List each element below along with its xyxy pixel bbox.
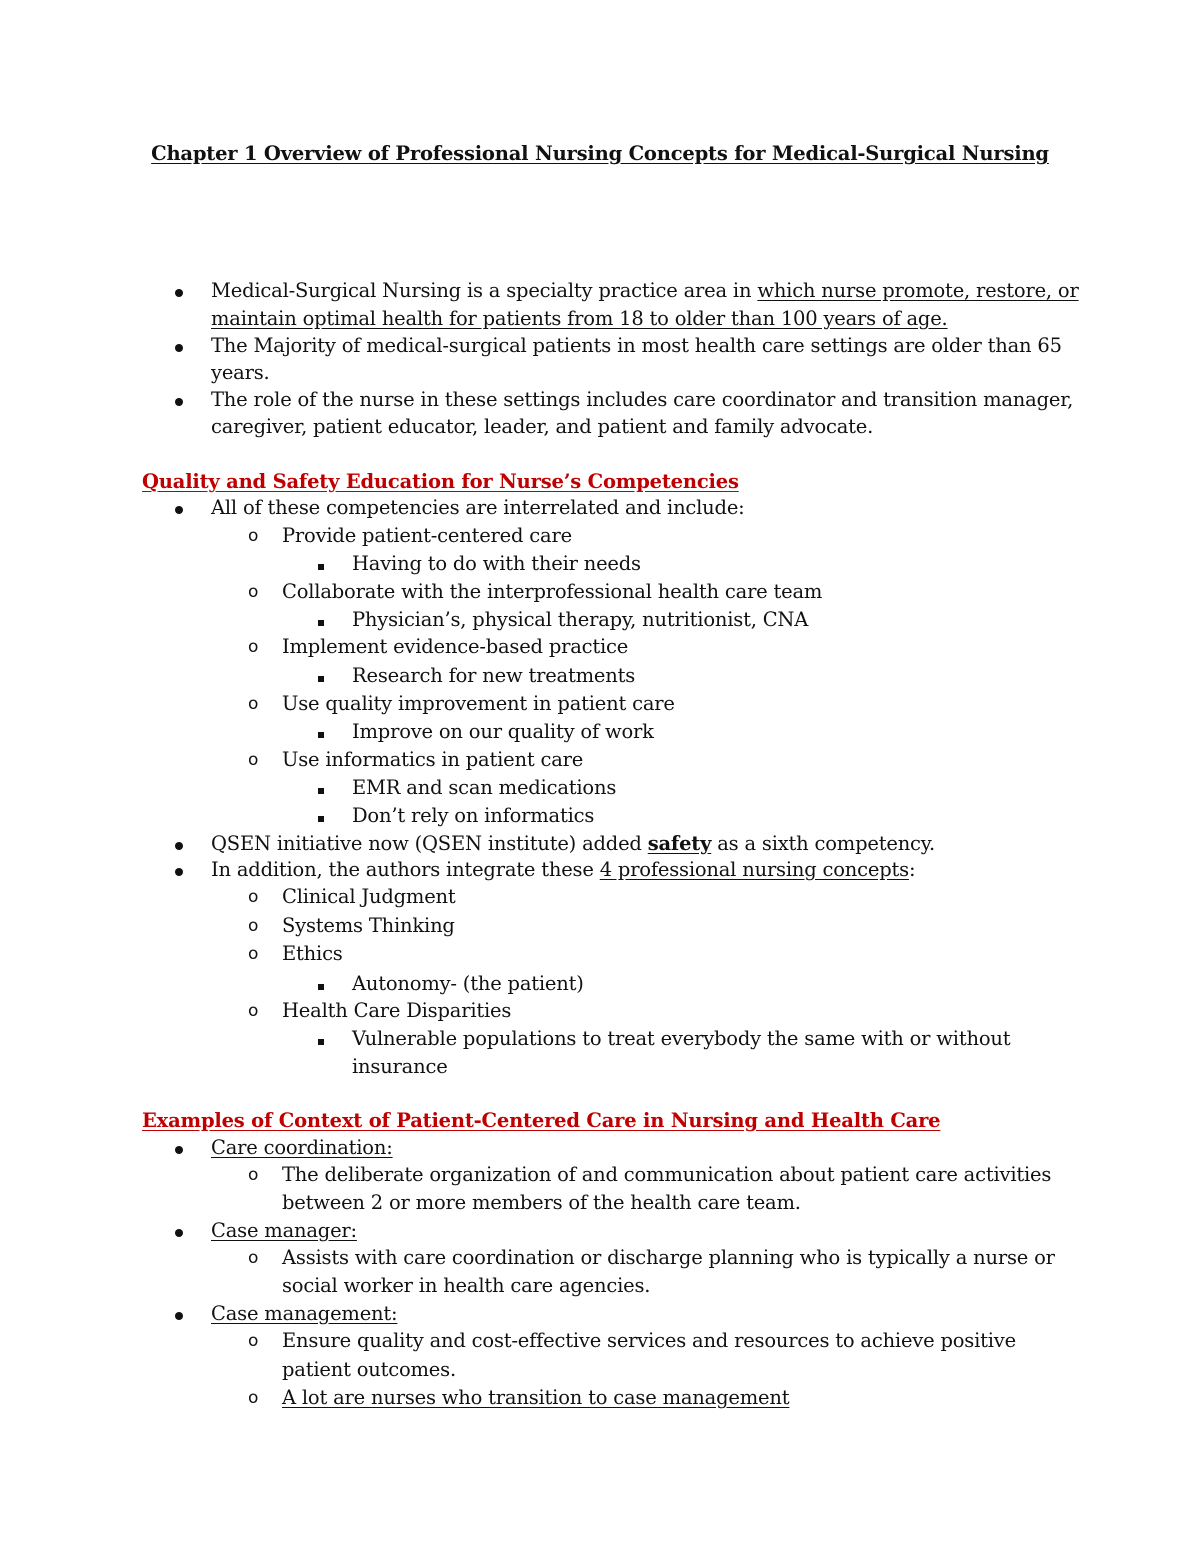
competency-5-detail-1: EMR and scan medications xyxy=(352,776,617,799)
concept-3: Ethics xyxy=(282,942,343,965)
concept-3-detail: Autonomy- (the patient) xyxy=(352,972,584,995)
competency-2: Collaborate with the interprofessional health care team xyxy=(282,580,823,603)
intro-bullet-1-line-2: maintain optimal health for patients from 18 to older than 100 years of age. xyxy=(211,307,948,330)
intro-bullet-1-line-1: Medical-Surgical Nursing is a specialty practice area in which nurse promote, restore, or xyxy=(211,279,1079,302)
qsen-safety-line: QSEN initiative now (QSEN institute) added safety as a sixth competency. xyxy=(211,832,935,855)
bullet-marker xyxy=(175,386,183,414)
example-3-detail-2: A lot are nurses who transition to case management xyxy=(282,1386,790,1409)
example-3-detail-line-2: patient outcomes. xyxy=(282,1358,456,1381)
square-marker xyxy=(318,718,324,746)
competency-1-detail: Having to do with their needs xyxy=(352,552,641,575)
concept-2: Systems Thinking xyxy=(282,914,455,937)
example-1: Care coordination: xyxy=(211,1136,393,1159)
competency-4: Use quality improvement in patient care xyxy=(282,692,675,715)
circle-marker: o xyxy=(248,1388,259,1408)
circle-marker: o xyxy=(248,916,259,936)
example-3-detail-line-1: Ensure quality and cost-effective services and resources to achieve positive xyxy=(282,1329,1016,1352)
intro-bullet-3-line-2: caregiver, patient educator, leader, and patient and family advocate. xyxy=(211,415,874,438)
concept-4-detail-line-1: Vulnerable populations to treat everybody the same with or without xyxy=(352,1027,1011,1050)
competency-3: Implement evidence-based practice xyxy=(282,635,629,658)
circle-marker: o xyxy=(248,750,259,770)
circle-marker: o xyxy=(248,1165,259,1185)
competency-5-detail-2: Don’t rely on informatics xyxy=(352,804,595,827)
section-heading-examples: Examples of Context of Patient-Centered Care in Nursing and Health Care xyxy=(142,1109,941,1132)
square-marker xyxy=(318,970,324,998)
example-2-detail-line-2: social worker in health care agencies. xyxy=(282,1274,651,1297)
intro-bullet-3-line-1: The role of the nurse in these settings includes care coordinator and transition manager, xyxy=(211,388,1074,411)
square-marker xyxy=(318,802,324,830)
bullet-marker xyxy=(175,856,183,884)
intro-bullet-2-line-2: years. xyxy=(211,361,270,384)
circle-marker: o xyxy=(248,1001,259,1021)
bullet-marker xyxy=(175,1217,183,1245)
competency-2-detail: Physician’s, physical therapy, nutritionist, CNA xyxy=(352,608,809,631)
concept-4-detail-line-2: insurance xyxy=(352,1055,448,1078)
square-marker xyxy=(318,662,324,690)
square-marker xyxy=(318,1025,324,1053)
example-2-detail-line-1: Assists with care coordination or discharge planning who is typically a nurse or xyxy=(282,1246,1055,1269)
circle-marker: o xyxy=(248,694,259,714)
square-marker xyxy=(318,606,324,634)
page-title: Chapter 1 Overview of Professional Nursing Concepts for Medical-Surgical Nursing xyxy=(151,142,1049,165)
bullet-marker xyxy=(175,332,183,360)
qsen-lead: All of these competencies are interrelated and include: xyxy=(211,496,745,519)
competency-4-detail: Improve on our quality of work xyxy=(352,720,654,743)
circle-marker: o xyxy=(248,526,259,546)
circle-marker: o xyxy=(248,637,259,657)
example-1-detail-line-2: between 2 or more members of the health care team. xyxy=(282,1191,801,1214)
qsen-concepts-line: In addition, the authors integrate these 4 professional nursing concepts: xyxy=(211,858,916,881)
circle-marker: o xyxy=(248,582,259,602)
concept-4: Health Care Disparities xyxy=(282,999,512,1022)
section-heading-qsen: Quality and Safety Education for Nurse’s Competencies xyxy=(142,470,739,493)
circle-marker: o xyxy=(248,887,259,907)
square-marker xyxy=(318,774,324,802)
bullet-marker xyxy=(175,830,183,858)
circle-marker: o xyxy=(248,1248,259,1268)
bullet-marker xyxy=(175,1134,183,1162)
example-1-detail-line-1: The deliberate organization of and communication about patient care activities xyxy=(282,1163,1052,1186)
square-marker xyxy=(318,550,324,578)
intro-bullet-2-line-1: The Majority of medical-surgical patients in most health care settings are older than 65 xyxy=(211,334,1062,357)
competency-3-detail: Research for new treatments xyxy=(352,664,636,687)
concept-1: Clinical Judgment xyxy=(282,885,456,908)
example-3: Case management: xyxy=(211,1302,398,1325)
competency-5: Use informatics in patient care xyxy=(282,748,584,771)
example-2: Case manager: xyxy=(211,1219,357,1242)
competency-1: Provide patient-centered care xyxy=(282,524,572,547)
circle-marker: o xyxy=(248,944,259,964)
bullet-marker xyxy=(175,277,183,305)
bullet-marker xyxy=(175,494,183,522)
bullet-marker xyxy=(175,1300,183,1328)
circle-marker: o xyxy=(248,1331,259,1351)
